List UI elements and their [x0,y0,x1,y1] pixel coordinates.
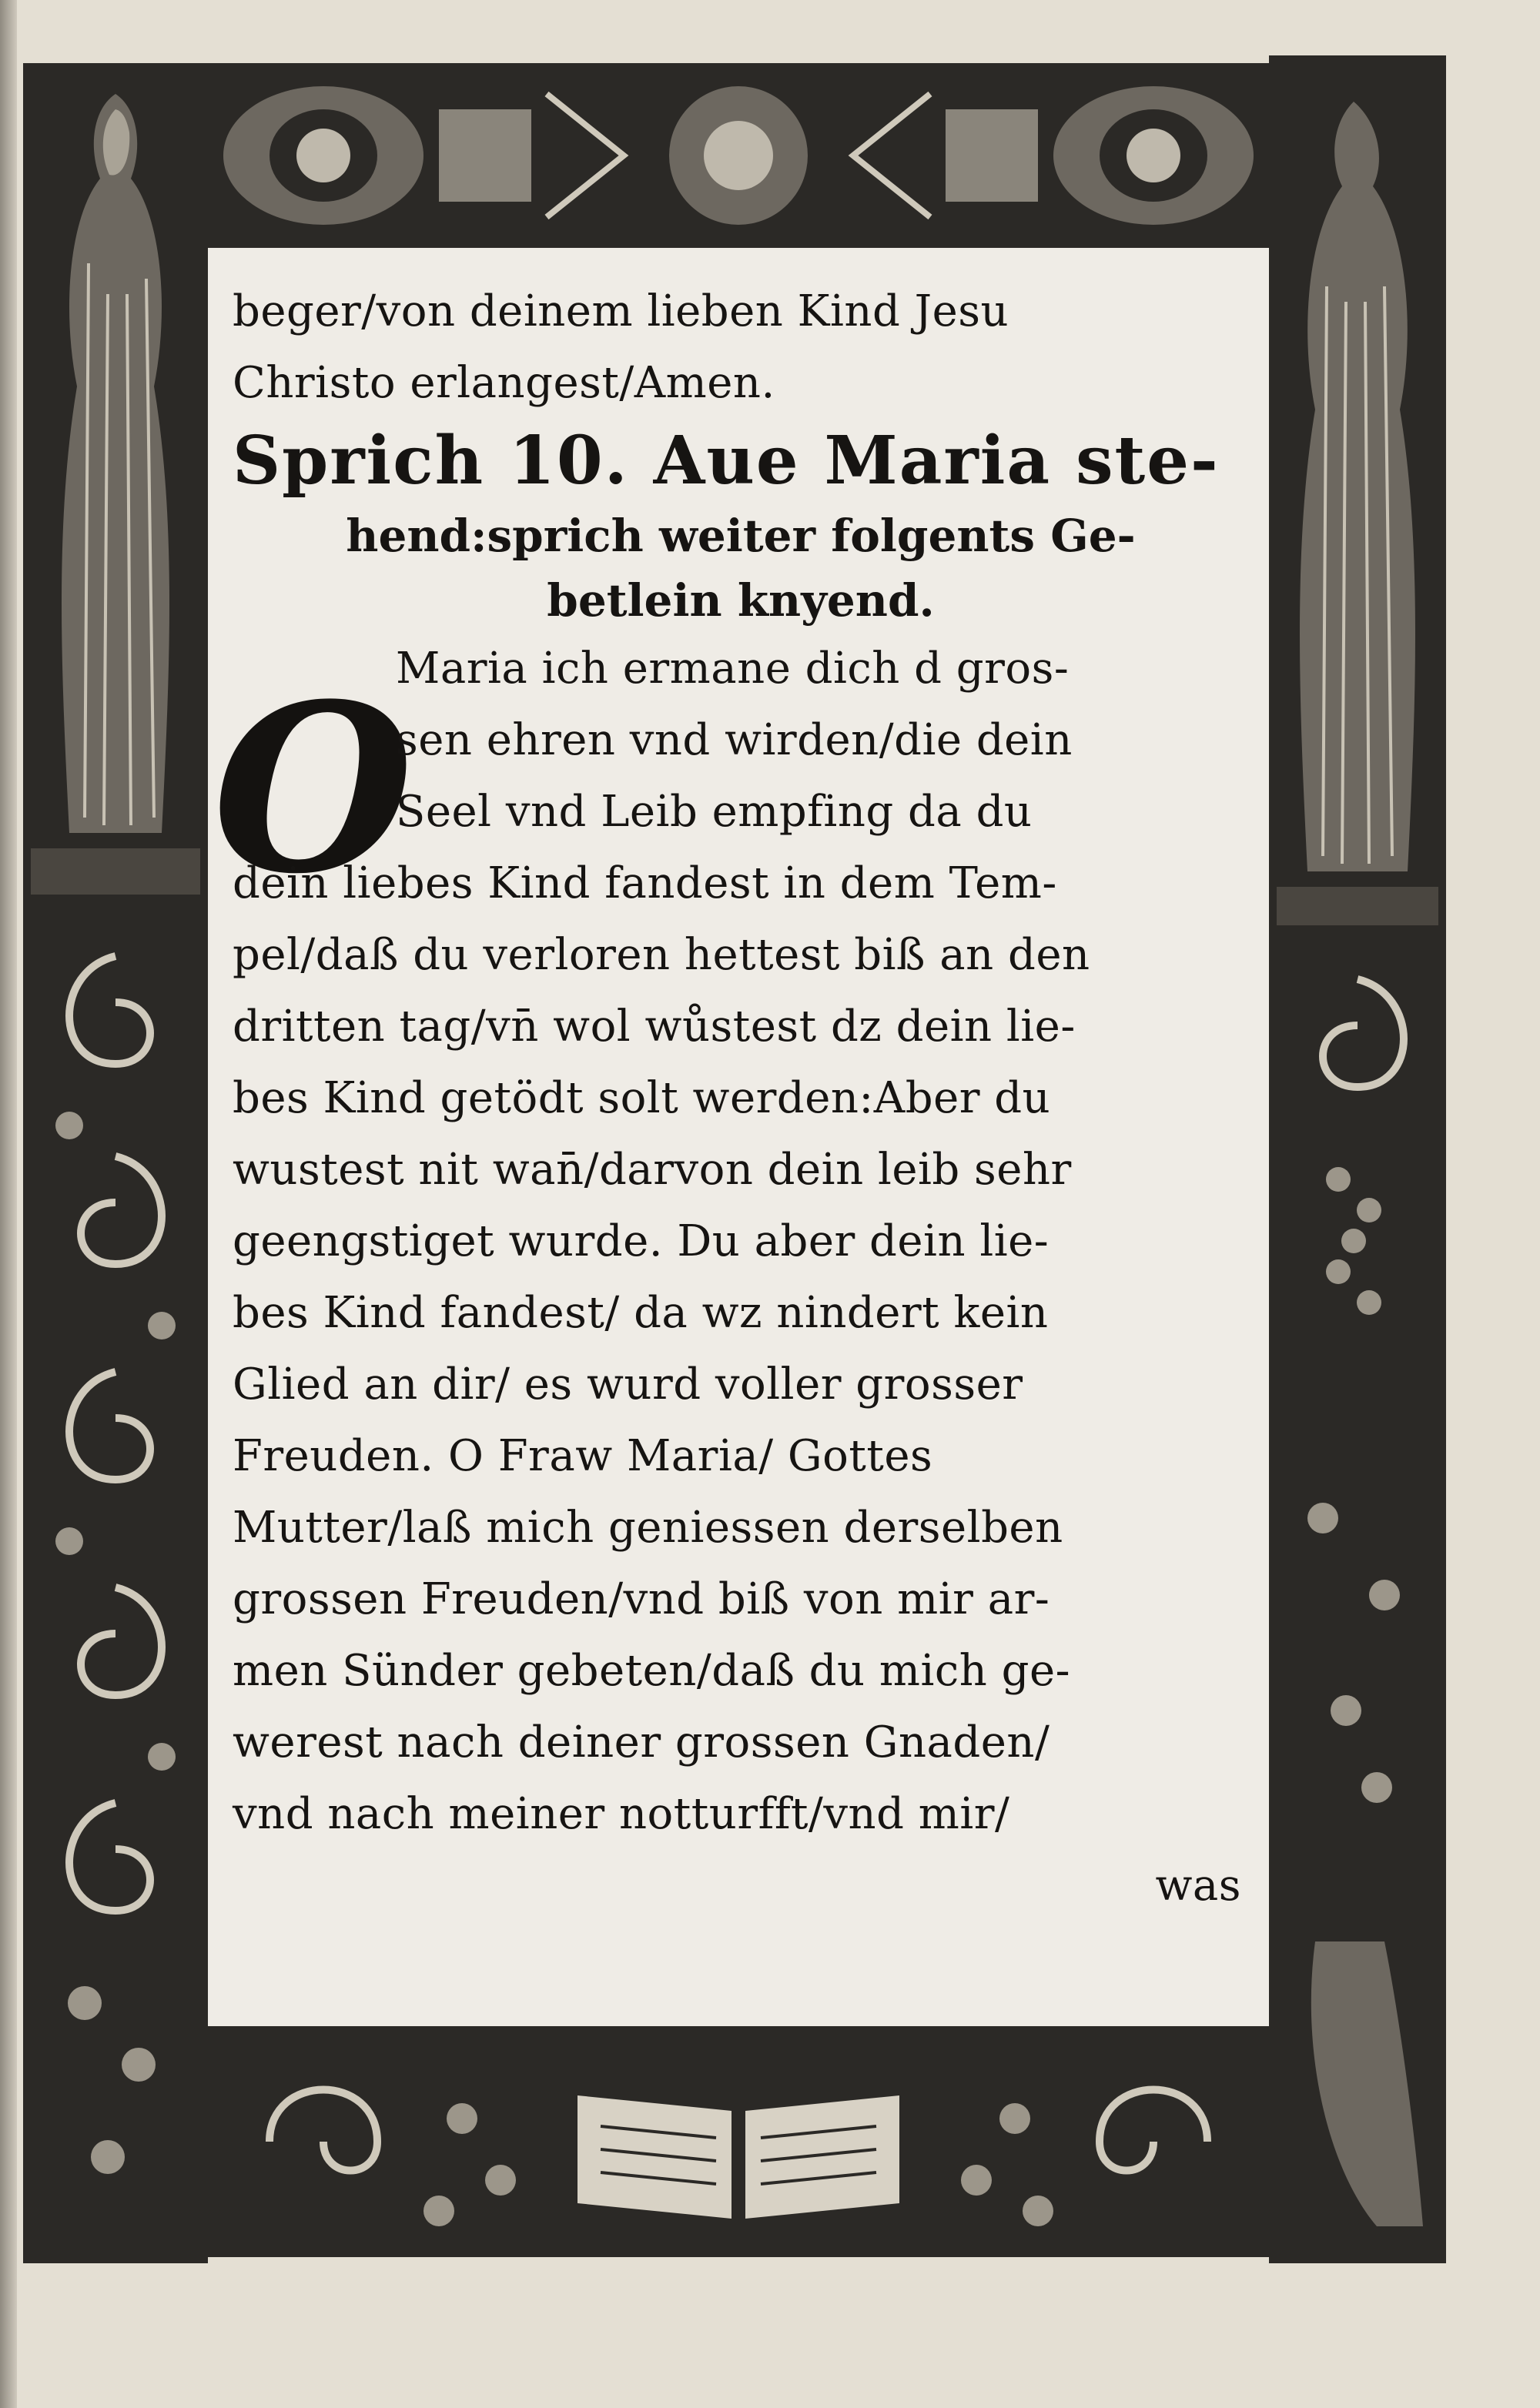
text-line: werest nach deiner grossen Gnaden/ [233,1717,1050,1768]
text-line: Maria ich ermane dich d gros- [396,644,1070,694]
left-woodcut-border [23,63,208,2263]
page-text [233,276,1249,1921]
section-heading: Sprich 10. Aue Maria ste- [233,422,1220,500]
text-line: vnd nach meiner notturfft/vnd mir/ [233,1789,1010,1839]
text-line: grossen Freuden/vnd biß von mir ar- [233,1574,1050,1624]
section-heading-continued: hend:sprich weiter folgents Ge- [346,510,1136,562]
text-line: dritten tag/vn̄ wol wůstest dz dein lie- [233,1002,1076,1052]
right-border-ornament-icon [1269,55,1446,2263]
open-book-icon [208,2026,1269,2257]
section-heading-end: betlein knyend. [547,574,935,627]
catchword: was [1155,1861,1241,1911]
text-line: Christo erlangest/Amen. [233,358,775,408]
bottom-woodcut-border [208,2026,1269,2257]
text-line: bes Kind getödt solt werden:Aber du [233,1073,1051,1123]
text-line: men Sünder gebeten/daß du mich ge- [233,1646,1071,1696]
text-line: sen ehren vnd wirden/die dein [396,715,1073,765]
page-gutter [0,0,17,2408]
text-line: geengstiget wurde. Du aber dein lie- [233,1216,1050,1266]
decorated-initial-letter: O [213,653,414,925]
text-line: Mutter/laß mich geniessen derselben [233,1503,1063,1553]
text-line: Seel vnd Leib empfing da du [396,787,1033,837]
text-line: beger/von deinem lieben Kind Jesu [233,286,1009,336]
left-border-ornament-icon [23,63,208,2263]
text-line: bes Kind fandest/ da wz nindert kein [233,1288,1049,1338]
top-woodcut-border [208,63,1269,248]
text-line: wustest nit wan̄/darvon dein leib sehr [233,1145,1072,1195]
right-woodcut-border [1269,55,1446,2263]
text-line: dein liebes Kind fandest in dem Tem- [233,858,1057,908]
top-border-ornament-icon [208,63,1269,248]
text-line: Glied an dir/ es wurd voller grosser [233,1360,1023,1410]
text-line: Freuden. O Fraw Maria/ Gottes [233,1431,933,1481]
text-line: pel/daß du verloren hettest biß an den [233,930,1090,980]
text-column [208,248,1269,2026]
